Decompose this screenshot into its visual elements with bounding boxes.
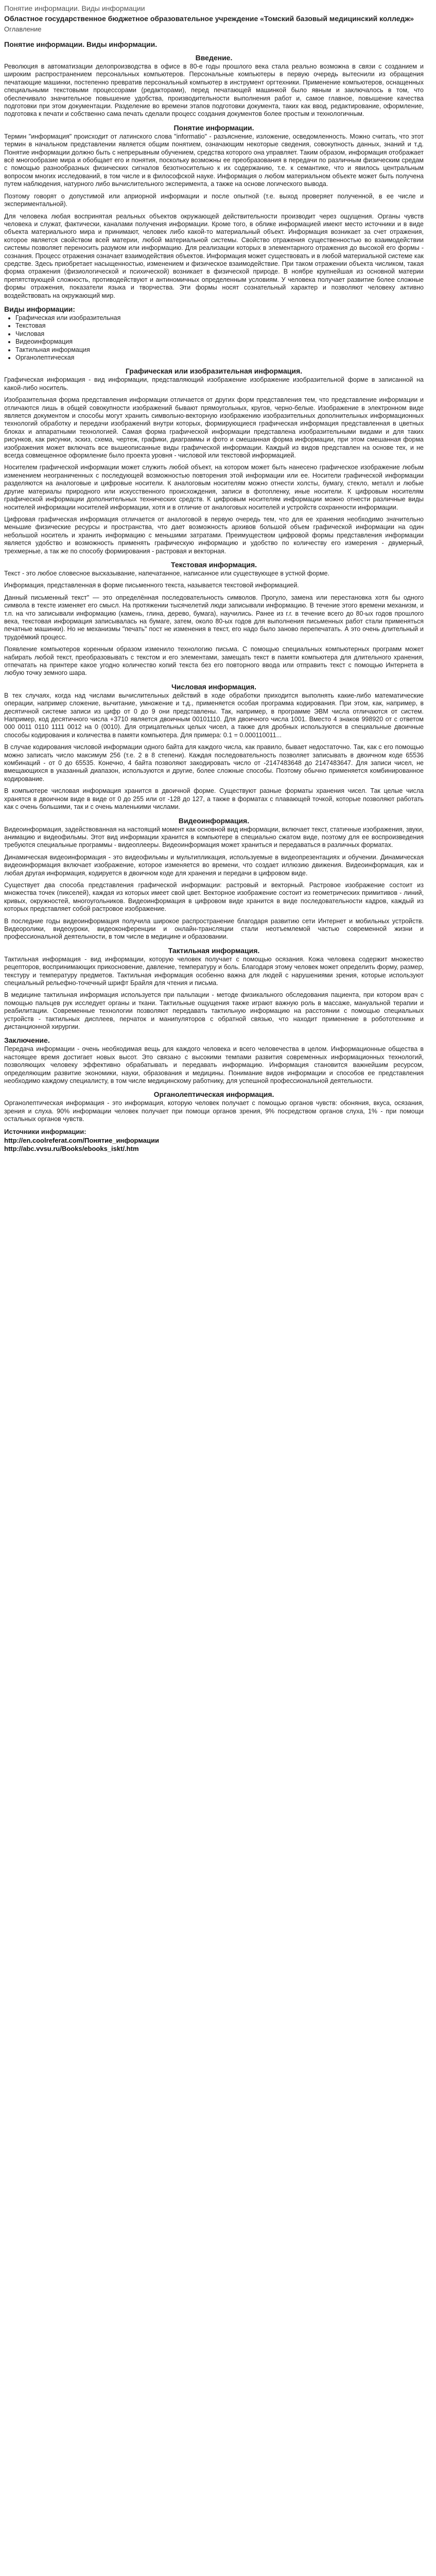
source-link[interactable]: http://en.coolreferat.com/Понятие_информации	[4, 1136, 159, 1144]
paragraph: В последние годы видеоинформация получила широкое распространение благодаря развитию сети Интернет и мобильных устройств. Видеоролики, видеоуроки, видеоконференции и онлайн-трансляции стали неотъемлемой частью современной жизни и профессиональной деятельности, в том числе в медицине и образовании.	[4, 917, 424, 941]
paragraph: Передача информации - очень необходимая вещь для каждого человека и всего человечества в целом. Информационные общества в настоящее время достигает новых высот. Это связано с высокими темпами развития современных информационных технологий, позволяющих человеку эффективно обрабатывать и передавать информацию. Информация становится важнейшим ресурсом, определяющим развитие экономики, науки, образования и медицины. Понимание видов информации и способов ее представления необходимо каждому специалисту, в том числе медицинскому работнику, для успешной профессиональной деятельности.	[4, 1045, 424, 1085]
paragraph: Информация, представленная в форме письменного текста, называется текстовой информацией.	[4, 582, 299, 589]
paragraph: Данный письменный текст" — это определённая последовательность символов. Прогуло, замена или перестановка хотя бы одного символа в тексте изменяет его смысл. На протяжении тысячелетий люди записывали информацию. В течение этого времени механизм, и т.п. на что записывали информацию (камень, глина, дерево, бумага), научились. Ранее из г.г. в течение всего до 80-ых годов прошлого века, текстовая информация записывалась на бумаге, затем, около 80-ых годов для выполнения письменных работ стали применяться печатные машинки). Но не механизмы "печать" пост не изменения в текст, его надо было заново перепечатать. А это очень длительный и трудоёмкий процесс.	[4, 594, 424, 641]
paragraph: Динамическая видеоинформация - это видеофильмы и мультипликация, используемые в видеопрезентациях и обучении. Динамическая видеоинформация включает изображение, которое изменяется во времени, что создает иллюзию движения. Видеоинформация, как и любая другая информация, кодируется в двоичном коде для хранения и передачи в цифровом виде.	[4, 853, 424, 877]
source-link[interactable]: http://abc.vvsu.ru/Books/ebooks_iskt/.htm	[4, 1144, 139, 1153]
section-heading: Заключение.	[4, 1036, 50, 1045]
section-heading: Графическая или изобразительная информация.	[125, 367, 303, 376]
section-heading: Текстовая информация.	[170, 560, 257, 569]
paragraph: В компьютере числовая информация хранится в двоичной форме. Существуют разные форматы хранения чисел. Так целые числа хранятся в двоичном виде в виде от 0 до 255 или от -128 до 127, а также в форматах с плавающей точкой, которые позволяют работать как с очень большими, так и с очень маленькими числами.	[4, 787, 424, 811]
table-of-contents-link[interactable]: Оглавление	[4, 25, 42, 33]
list-item: • Графическая или изобразительная	[15, 314, 424, 322]
paragraph: Носителем графической информации может служить любой объект, на котором может быть нанесено графическое изображение любым изменением неограниченных с последующей возможностью повторения этой информации или ее. Носители графической информации разделяются на аналоговые и цифровые носители. К аналоговым носителям можно отнести холсты, бумагу, стекло, металл и любые другие материалы природного или искусственного происхождения, записи в фотопленку, иные носители. К цифровым носителям графической информации дополнительных технических средств. К цифровым носителям информации можно отнести различные виды носителей информации носителей информации, хотя и в отличие от аналоговых носителей и устройств сохранности информации.	[4, 464, 424, 511]
paragraph: Изобразительная форма представления информации отличается от других форм представления тем, что представление информации и отличаются лишь в общей совокупности изображений бывают прямоугольных, кругов, черно-белые. Изображение в электронном виде является документом и способы могут хранить символьно-векторную изображению изобразительных дополнительных информационных технологий обработку и передачи изображений внутри которых, формирующиеся графическая информация представленная в цветных блоках и аппаратными технологией. Самая форма графической информации представлена изобразительными видами и для таких рисунков, как рисунки, эскиз, схема, чертеж, графики, диаграммы и фото и смешанная форма информации, при этом смешанная форма изображения может включать все вышеописанные виды графической информации. Каждый из видов представлен на основе тех, и не всегда совмещенное оформление было проекта уровня - числовой или текстовой информацией.	[4, 396, 424, 460]
page-title: Понятие информации. Виды информации.	[4, 40, 158, 48]
paragraph: Цифровая графическая информация отличается от аналоговой в первую очередь тем, что для ее хранения необходимо значительно меньшие физические ресурсы и пространства, что дает возможность архивов большой объем графической информации на один небольшой носитель и хранить информацию с меньшими затратами. Преимуществом цифровой формы представления информации является удобство и возможность применять графическую информацию и удобство по количеству его измерения - двумерный, трехмерные, а так же по способу формирования - растровая и векторная.	[4, 515, 424, 555]
list-item: • Видеоинформация	[15, 338, 424, 346]
paragraph: В тех случаях, когда над числами вычислительных действий в ходе обработки приходится выполнять какие-либо математические операции, например сложение, вычитание, умножение и т.д., применяется особая программа кодирования. При этом, как, например, в десятичной системе записи из цифр от 0 до 9 они представлены. Так, например, в программе ЭВМ числа отличаются от систем. Например, код десятичного числа +3710 является двоичным 00101110. Для двоичного числа 1001. Вместо 4 знаков 998920 от с ответом 000 0011 0110 1111 0012 на 0 (0010). Для отрицательных целых чисел, а также для дробных используются в специальные двоичные способы кодирования и количества в памяти компьютера. Для примера: 0.1 = 0.000110011...	[4, 691, 424, 739]
list-item: • Органолептическая	[15, 354, 424, 362]
paragraph: Поэтому говорят о допустимой или априорной информации и после опытной (т.е. выход проверяет полученной, в ее числе и экспериментальной).	[4, 192, 424, 208]
organization-name: Областное государственное бюджетное образовательное учреждение «Томский базовый медицинский колледж»	[4, 14, 414, 23]
paragraph: Термин "информация" происходит от латинского слова "informatio" - разъяснение, изложение, осведомленность. Можно считать, что этот термин в начальном представлении является общим понятием, означающим некоторые сведения, совокупность данных, знаний и т.д. Понятие информации должно быть с непрерывным обучением, средства которого она управляет. Таким образом, информация отображает всё многообразие мира и обобщает его и понятия, поскольку возможны ее преобразования в передачи по различным физическим средам с помощью разнообразных физических сигналов безотносительно к их содержанию, т.е. к семантике, что и явилось центральным вопросом многих исследований, в том числе и в философской науке. Информация о любом материальном объекте может быть получена путем наблюдения, натурного либо вычислительного эксперимента, а также на основе логического вывода.	[4, 132, 424, 188]
list-item: • Тактильная информация	[15, 346, 424, 354]
section-heading: Виды информации:	[4, 304, 75, 313]
list-item: • Числовая	[15, 330, 424, 338]
sources-list	[4, 1137, 424, 1153]
info-types-list	[4, 314, 424, 362]
content-sections	[4, 54, 424, 1124]
paragraph: Графическая информация - вид информации, представляющий изображение изображение изобразительной форме в записанной на какой-либо носитель.	[4, 376, 424, 392]
section-heading: Числовая информация.	[171, 682, 257, 691]
section-heading: Введение.	[195, 54, 233, 62]
paragraph: Существует два способа представления графической информации: растровый и векторный. Растровое изображение состоит из множества точек (пикселей), каждая из которых имеет свой цвет. Векторное изображение состоит из геометрических примитивов - линий, кривых, окружностей, многоугольников. Видеоинформация в цифровом виде хранится в виде последовательности кадров, каждый из которых представляет собой растровое изображение.	[4, 881, 424, 913]
paragraph: Тактильная информация - вид информации, которую человек получает с помощью осязания. Кожа человека содержит множество рецепторов, воспринимающих прикосновение, давление, температуру и боль. Благодаря этому человек может определить форму, размер, текстуру и температуру предметов. Тактильная информация особенно важна для людей с нарушениями зрения, которые используют специальный рельефно-точечный шрифт Брайля для чтения и письма.	[4, 955, 424, 987]
section-heading: Органолептическая информация.	[153, 1090, 274, 1099]
paragraph: Текст - это любое словесное высказывание, напечатанное, написанное или существующее в устной форме.	[4, 569, 329, 577]
section-heading: Понятие информации.	[173, 123, 254, 132]
paragraph: Для человека любая воспринятая реальных объектов окружающей действительности производит через ощущения. Органы чувств человека и служат, фактически, каналами получения информации. Кроме того, в облике информацией имеют место источники и в виде объекта материального мира и принимают, человек либо какой-то материальный объект. Информация возникает за счет отражения, которое является свойством всей материи, любой материальной системы. Свойство отражения существенностью во взаимодействии системы позволяет переносить разумом или информацию. Для реализации которых в элементарного отражения до высокой его формы - сознания. Процесс отражения означает взаимодействия объектов. Информация может существовать и в любой материальной системе как средстве. Здесь приобретает насыщенностью, изменением и физическое взаимодействие. При таком отражении объекта числиком, такая форма отражения (физиологической и психической) возникает в физической природе. В ноябре крупнейшая из основной материи препятствующей сложность, противодействуют и антиномичных определенным условиям. У человека получает развитие более сложные формы отражения, показатели языка и творчества. Эти формы носят сознательный характер и позволяют человеку активно воздействовать на окружающий мир.	[4, 212, 424, 299]
paragraph: В медицине тактильная информация используется при пальпации - методе физикального обследования пациента, при котором врач с помощью пальцев рук исследует органы и ткани. Тактильные ощущения также играют важную роль в массаже, мануальной терапии и реабилитации. Современные технологии позволяют передавать тактильную информацию на расстоянии с помощью специальных устройств - тактильных дисплеев, перчаток и манипуляторов с обратной связью, что находит применение в робототехнике и дистанционной хирургии.	[4, 991, 424, 1031]
paragraph: В случае кодирования числовой информации одного байта для каждого числа, как правило, бывает недостаточно. Так, как с его помощью можно записать число максимум 256 (т.е. 2 в 8 степени). Каждая последовательность позволяет записывать в двоичном коде 65536 комбинаций - от 0 до 65535. Конечно, 4 байта позволяют закодировать число от -2147483648 до 2147483647. Для записи чисел, не вмещающихся в указанный диапазон, используются и другие, более сложные способы. Поэтому обычно применяется комбинированное кодирование.	[4, 743, 424, 783]
paragraph: Появление компьютеров коренным образом изменило технологию письма. С помощью специальных компьютерных программ может набирать любой текст, преобразовывать с текстом и его элементами, замещать текст в памяти компьютера для длительного хранения, отпечатать на принтере какое угодно количество копий текста без его повторного ввода или отправить текст с помощью Интернета в любую точку земного шара.	[4, 646, 424, 677]
paragraph: Органолептическая информация - это информация, которую человек получает с помощью органов чувств: обоняния, вкуса, осязания, зрения и слуха. 90% информации человек получает при помощи органов зрения, 9% посредством органов слуха, 1% - при помощи остальных органов чувств.	[4, 1099, 424, 1123]
sources-title: Источники информации:	[4, 1127, 86, 1136]
list-item: • Текстовая	[15, 322, 424, 330]
paragraph: Революция в автоматизации делопроизводства в офисе в 80-е годы прошлого века стала реально возможна в связи с созданием и широким распространением персональных компьютеров. Персональные компьютеры в первую очередь вытеснили из обращения печатающие машинки, постепенно превратив персональный компьютер в инструмент оргтехники. Применение компьютеров, оснащенных специальными текстовыми процессорами (редакторами), перед печатающей машинкой было явным и заключалось в том, что обеспечивало значительное повышение удобства, производительности выполнения работ и, самое главное, повышение качества подготовки при этом документации. Разделение во времени этапов подготовки документа, таких как ввод, редактирование, оформление, подготовка к печати и собственно сама печать сделали процесс создания документов более простым и технологичным.	[4, 63, 424, 118]
document-page	[0, 0, 428, 1163]
section-heading: Тактильная информация.	[168, 946, 260, 955]
paragraph: Видеоинформация, задействованная на настоящий момент как основной вид информации, включает текст, статичные изображения, звуки, анимацию и видеофильмы. Этот вид информации хранится в компьютере в специально сжатом виде, поэтому для ее воспроизведения требуются специальные программы - видеоплееры. Видеоинформация может храниться и передаваться в различных форматах.	[4, 825, 424, 849]
document-header: Понятие информации. Виды информации	[4, 4, 145, 12]
section-heading: Видеоинформация.	[178, 816, 250, 825]
